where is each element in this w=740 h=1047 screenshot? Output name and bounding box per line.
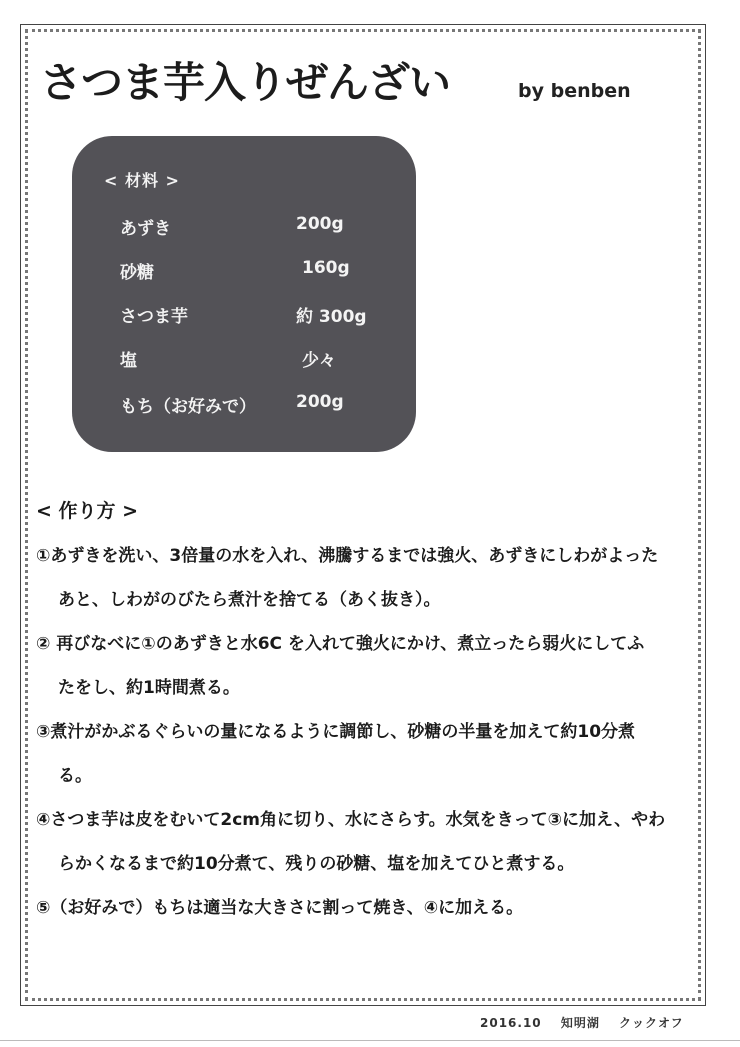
step-line: ⑤（お好みで）もちは適当な大きさに割って焼き、④に加える。 [36,898,524,918]
ingredient-quantity: 160g [302,258,350,278]
ingredient-name: あずき [120,219,171,239]
ingredient-quantity: 約 300g [296,307,367,327]
recipe-title: さつま芋入りぜんざい [40,58,451,107]
ingredient-quantity: 200g [296,214,344,234]
ingredients-panel [72,136,416,452]
author-byline: by benben [518,80,631,102]
method-header: < 作り方 > [36,500,139,522]
ingredient-quantity: 200g [296,392,344,412]
footer-event: クックオフ [619,1016,684,1030]
step-line-continued: たをし、約1時間煮る。 [58,678,240,698]
footer-date: 2016.10 [480,1016,542,1030]
step-line-continued: あと、しわがのびたら煮汁を捨てる（あく抜き）。 [58,590,441,610]
step-line-continued: る。 [58,766,92,786]
ingredient-row [72,302,416,332]
footer-place: 知明湖 [560,1016,600,1030]
method-step [36,534,696,622]
ingredient-row [72,392,416,422]
step-line-continued: らかくなるまで約10分煮て、残りの砂糖、塩を加えてひと煮する。 [58,854,575,874]
method-step [36,710,696,798]
ingredient-row [72,258,416,288]
ingredients-header: < 材料 > [104,171,180,190]
ingredient-row [72,346,416,376]
ingredient-name: さつま芋 [120,307,188,327]
ingredient-row [72,214,416,244]
step-line: ② 再びなべに①のあずきと水6C を入れて強火にかけ、煮立ったら弱火にしてふ [36,634,645,654]
step-line: ①あずきを洗い、3倍量の水を入れ、沸騰するまでは強火、あずきにしわがよった [36,546,659,566]
method-step [36,622,696,710]
method-step [36,886,696,930]
ingredient-name: 砂糖 [120,263,154,283]
ingredient-name: 塩 [120,351,137,371]
method-step [36,798,696,886]
ingredient-quantity: 少々 [302,351,336,371]
ingredient-name: もち（お好みで） [120,397,256,417]
scan-edge-line [0,1040,740,1041]
step-line: ③煮汁がかぶるぐらいの量になるように調節し、砂糖の半量を加えて約10分煮 [36,722,636,742]
method-steps [36,534,696,930]
footer [480,1014,698,1031]
step-line: ④さつま芋は皮をむいて2cm角に切り、水にさらす。水気をきって③に加え、やわ [36,810,666,830]
